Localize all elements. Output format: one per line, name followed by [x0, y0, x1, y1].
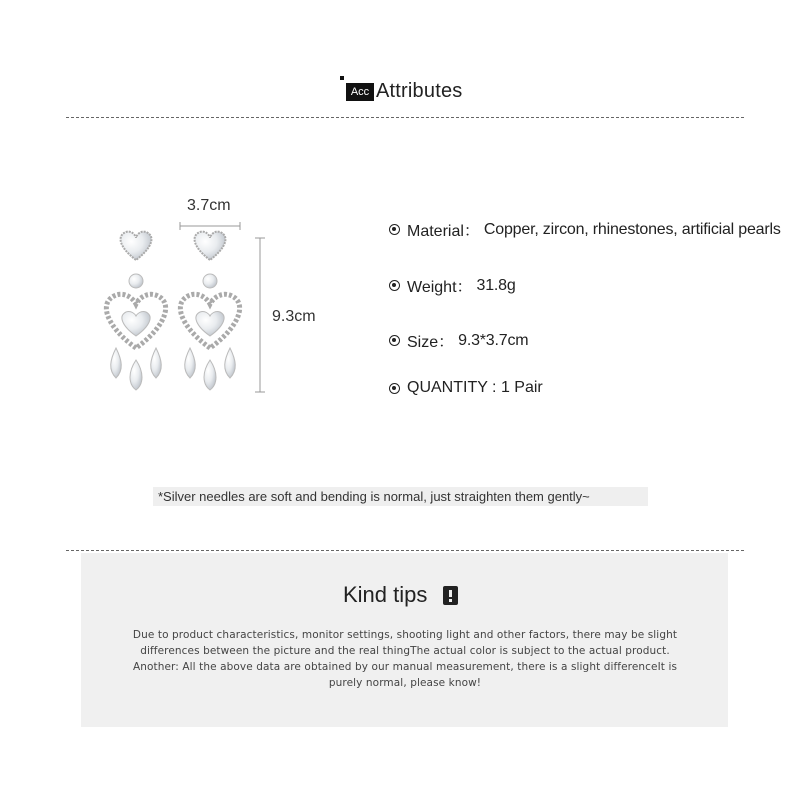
dashed-divider-top: [66, 117, 744, 118]
left-earring: [106, 232, 165, 390]
attribute-key: Weight：: [407, 279, 473, 296]
badge-dot: [340, 76, 344, 80]
kind-tips-panel: [81, 553, 728, 727]
attribute-material: [389, 218, 781, 241]
attribute-value: 31.8g: [476, 276, 516, 294]
bullet-icon: [389, 335, 400, 346]
bullet-icon: [389, 224, 400, 235]
kind-tips-body: Due to product characteristics, monitor settings, shooting light and other factors, there may be slight differences between the picture and the real thingThe actual color is subject to the actual product. Another: All the above data are obtained by our manual measurement, there is a slight differenceIt is purely normal, please know!: [132, 629, 678, 689]
width-dimension-line: [180, 222, 240, 230]
attribute-weight: [389, 274, 516, 297]
section-header: [0, 76, 800, 110]
height-dimension-line: [255, 238, 265, 392]
height-label: 9.3cm: [272, 308, 316, 325]
attribute-key: Size：: [407, 334, 455, 351]
bullet-icon: [389, 280, 400, 291]
attribute-key: Material：: [407, 223, 480, 240]
attribute-key: QUANTITY : 1 Pair: [407, 379, 543, 396]
attribute-value: Copper, zircon, rhinestones, artificial pearls: [483, 220, 781, 238]
section-badge: Acc: [346, 83, 374, 101]
right-earring: [180, 232, 239, 390]
product-image: [100, 190, 340, 410]
care-note: *Silver needles are soft and bending is normal, just straighten them gently~: [153, 487, 648, 506]
dashed-divider-middle: [66, 550, 744, 551]
section-title: Attributes: [376, 80, 463, 102]
bullet-icon: [389, 383, 400, 394]
exclamation-icon: [443, 586, 458, 605]
attribute-size: [389, 329, 528, 352]
attribute-quantity: [389, 379, 547, 397]
kind-tips-title: Kind tips: [343, 582, 428, 607]
attribute-value: 9.3*3.7cm: [458, 331, 529, 349]
width-label: 3.7cm: [187, 197, 231, 214]
